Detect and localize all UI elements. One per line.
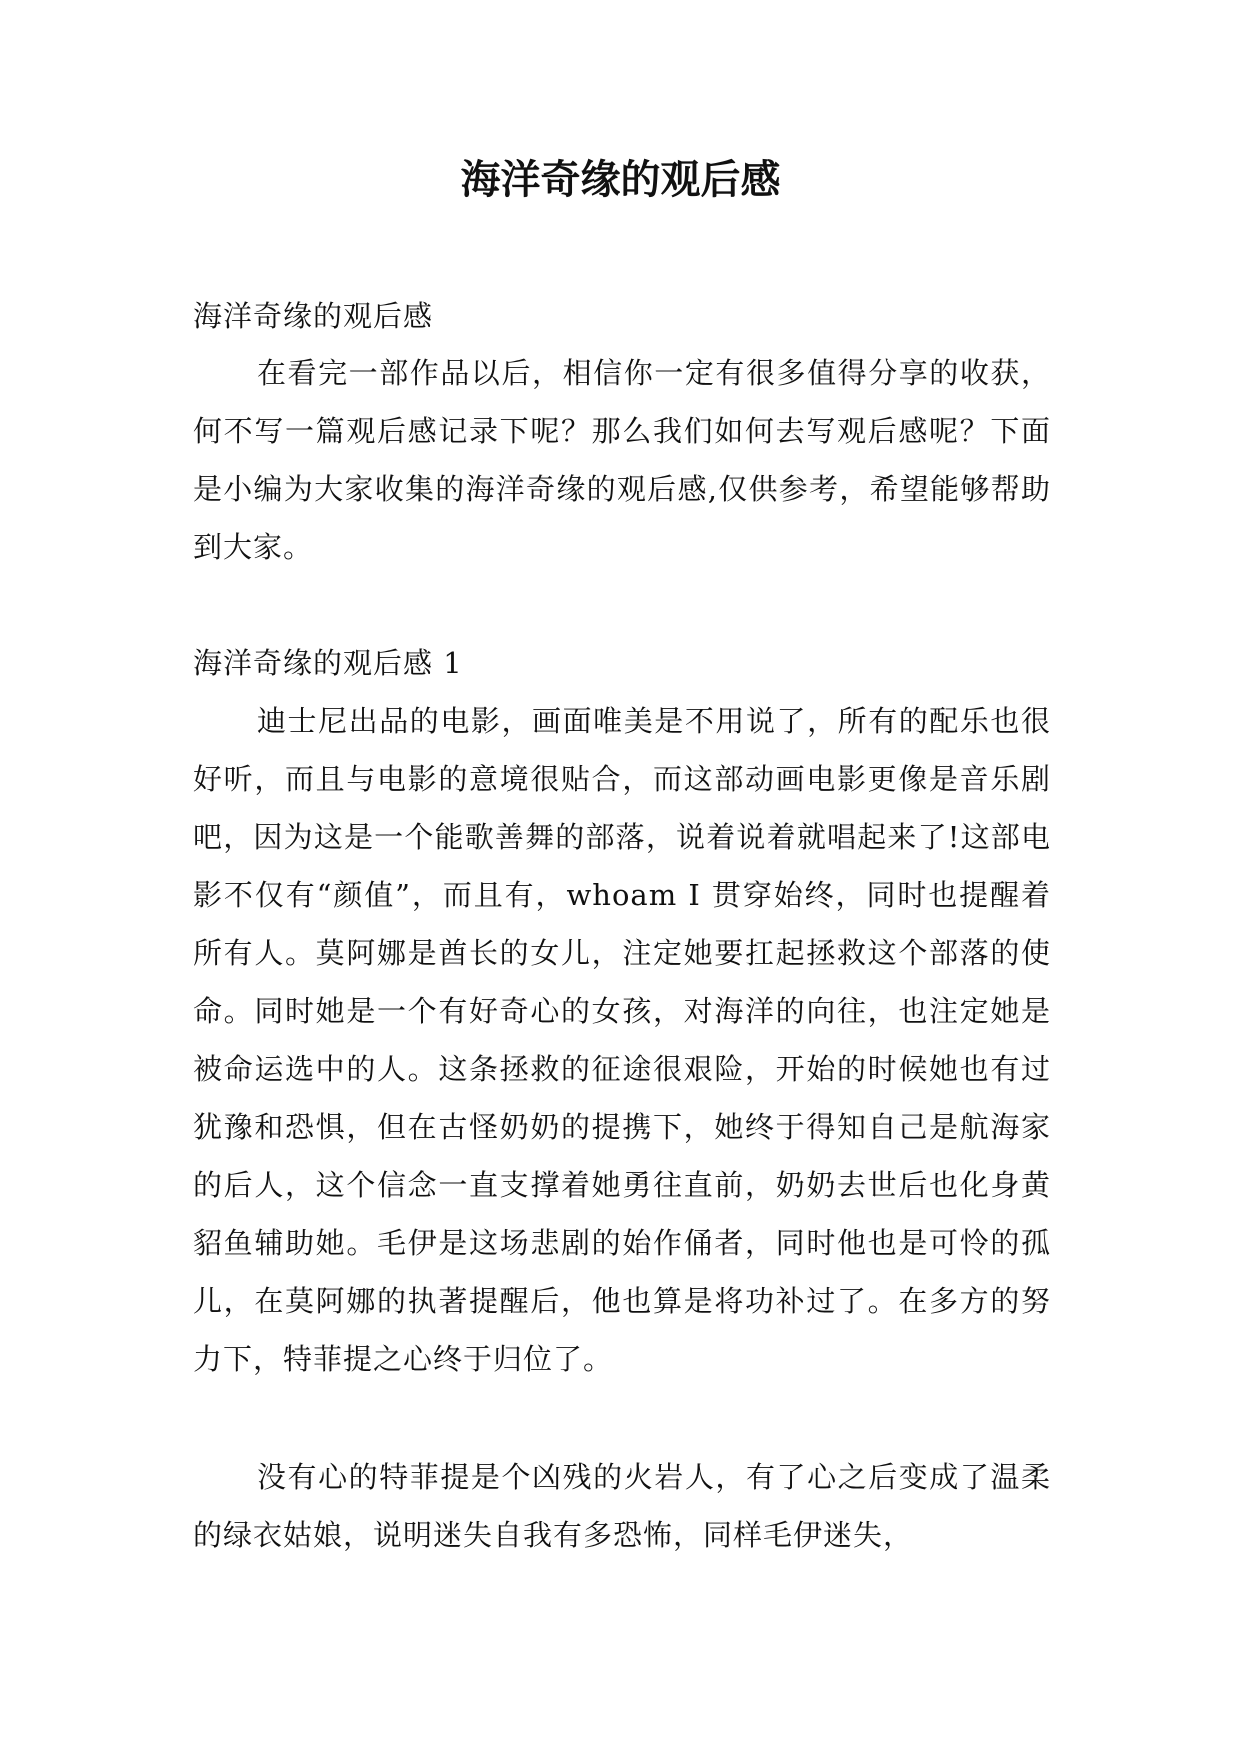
section-1-heading: 海洋奇缘的观后感 1 — [193, 646, 463, 680]
section-1-paragraph-2: 没有心的特菲提是个凶残的火岩人，有了心之后变成了温柔的绿衣姑娘，说明迷失自我有多恐怖，同样毛伊迷失， — [193, 1460, 1051, 1552]
intro-heading: 海洋奇缘的观后感 — [193, 299, 434, 333]
section-1-paragraph-1: 迪士尼出品的电影，画面唯美是不用说了，所有的配乐也很好听，而且与电影的意境很贴合，而这部动画电影更像是音乐剧吧，因为这是一个能歌善舞的部落，说着说着就唱起来了!这部电影不仅有“颜值”，而且有，whoam I 贯穿始终，同时也提醒着所有人。莫阿娜是酋长的女儿，注定她要扛起拯救这个部落的使命。同时她是一个有好奇心的女孩，对海洋的向往，也注定她是被命运选中的人。这条拯救的征途很艰险，开始的时候她也有过犹豫和恐惧，但在古怪奶奶的提携下，她终于得知自己是航海家的后人，这个信念一直支撑着她勇往直前，奶奶去世后也化身黄貂鱼辅助她。毛伊是这场悲剧的始作俑者，同时他也是可怜的孤儿，在莫阿娜的执著提醒后，他也算是将功补过了。在多方的努力下，特菲提之心终于归位了。 — [193, 704, 1051, 1376]
document-title: 海洋奇缘的观后感 — [460, 156, 781, 203]
intro-paragraph: 在看完一部作品以后，相信你一定有很多值得分享的收获，何不写一篇观后感记录下呢？那么我们如何去写观后感呢？下面是小编为大家收集的海洋奇缘的观后感,仅供参考，希望能够帮助到大家。 — [193, 356, 1051, 564]
